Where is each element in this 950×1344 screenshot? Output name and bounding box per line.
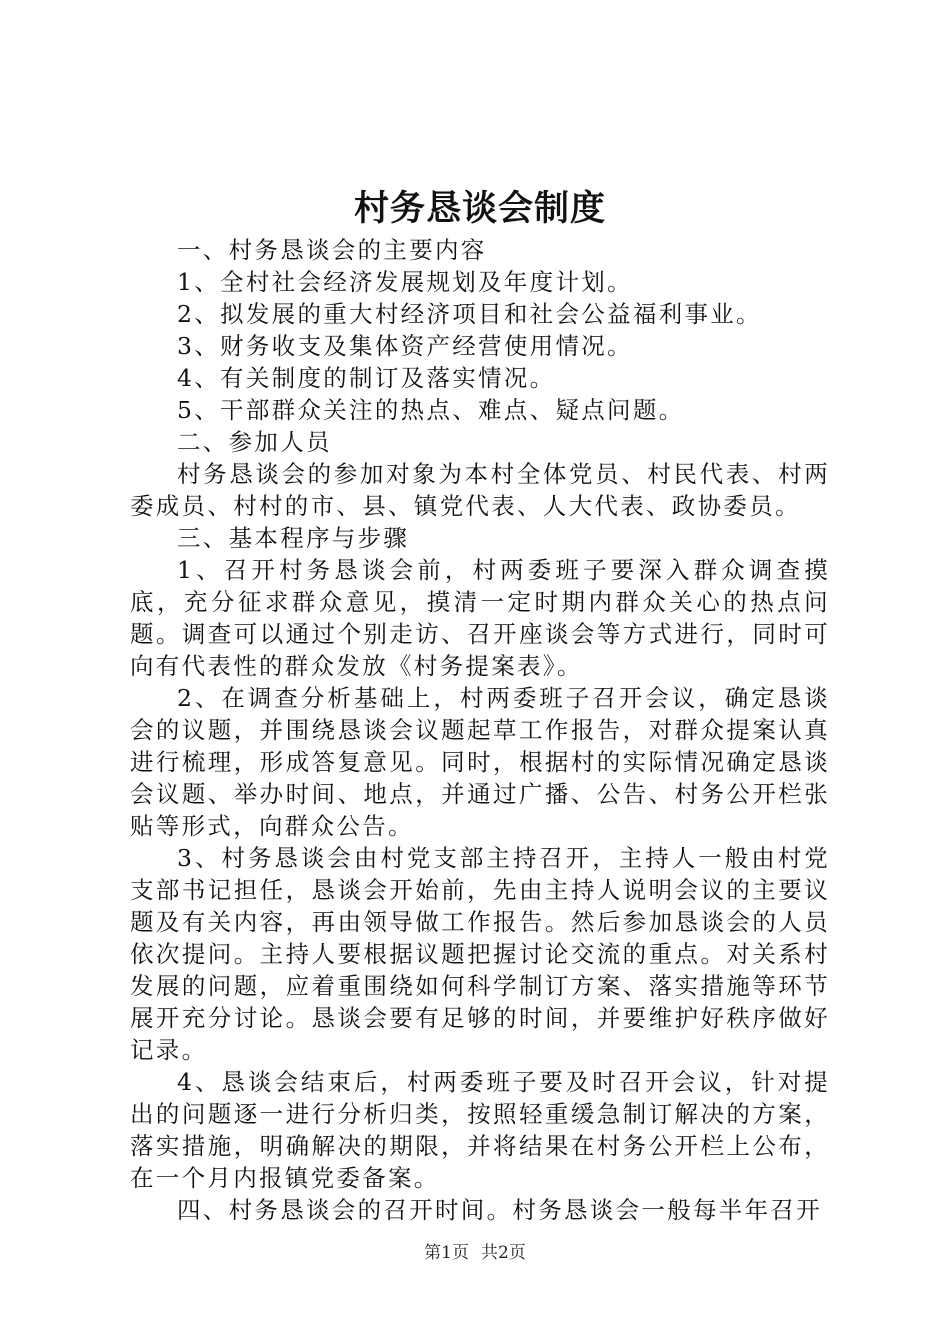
- section-heading-participants: 二、参加人员: [177, 428, 332, 456]
- page-footer: [0, 1242, 950, 1264]
- document-title: 村务恳谈会制度: [353, 188, 606, 229]
- paragraph-participants: 村务恳谈会的参加对象为本村全体党员、村民代表、村两委成员、村村的市、县、镇党代表、人大代表、政协委员。: [130, 460, 830, 520]
- document-page: [130, 0, 830, 1344]
- procedure-step-1: 1、召开村务恳谈会前，村两委班子要深入群众调查摸底，充分征求群众意见，摸清一定时期内群众关心的热点问题。调查可以通过个别走访、召开座谈会等方式进行，同时可向有代表性的群众发放《村务提案表》。: [130, 556, 830, 680]
- section-heading-procedure: 三、基本程序与步骤: [177, 524, 410, 552]
- document-body: [130, 234, 830, 1226]
- procedure-step-4: 4、恳谈会结束后，村两委班子要及时召开会议，针对提出的问题逐一进行分析归类，按照轻重缓急制订解决的方案，落实措施，明确解决的期限，并将结果在村务公开栏上公布，在一个月内报镇党委备案。: [130, 1068, 830, 1192]
- procedure-step-3: 3、村务恳谈会由村党支部主持召开，主持人一般由村党支部书记担任，恳谈会开始前，先由主持人说明会议的主要议题及有关内容，再由领导做工作报告。然后参加恳谈会的人员依次提问。主持人要根据议题把握讨论交流的重点。对关系村发展的问题，应着重围绕如何科学制订方案、落实措施等环节展开充分讨论。恳谈会要有足够的时间，并要维护好秩序做好记录。: [130, 844, 830, 1064]
- page-total: 共2页: [481, 1243, 526, 1263]
- section-heading-content: 一、村务恳谈会的主要内容: [177, 236, 487, 264]
- page-number: 第1页: [424, 1243, 469, 1263]
- list-item: 4、有关制度的制订及落实情况。: [177, 364, 556, 392]
- list-item: 2、拟发展的重大村经济项目和社会公益福利事业。: [177, 300, 762, 328]
- section-heading-schedule: 四、村务恳谈会的召开时间。村务恳谈会一般每半年召开: [177, 1196, 822, 1224]
- list-item: 1、全村社会经济发展规划及年度计划。: [177, 268, 633, 296]
- list-item: 3、财务收支及集体资产经营使用情况。: [177, 332, 633, 360]
- procedure-step-2: 2、在调查分析基础上，村两委班子召开会议，确定恳谈会的议题，并围绕恳谈会议题起草工作报告，对群众提案认真进行梳理，形成答复意见。同时，根据村的实际情况确定恳谈会议题、举办时间、地点，并通过广播、公告、村务公开栏张贴等形式，向群众公告。: [130, 684, 830, 840]
- list-item: 5、干部群众关注的热点、难点、疑点问题。: [177, 396, 685, 424]
